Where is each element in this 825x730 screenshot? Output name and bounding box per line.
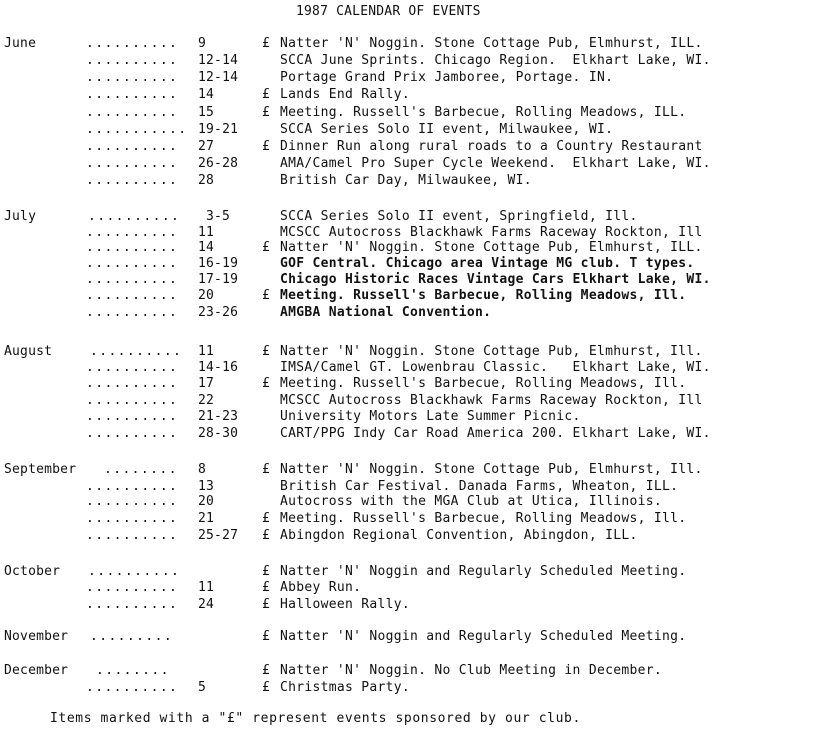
event-date: 25-27 — [198, 528, 239, 543]
event-date: 14-16 — [198, 360, 239, 375]
month-label: November — [4, 629, 69, 644]
event-description: British Car Day, Milwaukee, WI. — [280, 173, 532, 188]
event-date: 14 — [198, 87, 215, 102]
event-description: SCCA Series Solo II event, Milwaukee, WI. — [280, 122, 614, 137]
leader-dots: .......... — [86, 272, 179, 287]
event-date: 14 — [198, 240, 215, 255]
event-date: 26-28 — [198, 156, 239, 171]
event-date: 13 — [198, 479, 215, 494]
leader-dots: ........ — [104, 462, 178, 477]
page-title: 1987 CALENDAR OF EVENTS — [296, 4, 481, 19]
event-date: 16-19 — [198, 256, 239, 271]
event-description: Natter 'N' Noggin. No Club Meeting in December. — [280, 663, 662, 678]
event-date: 21 — [198, 511, 215, 526]
sponsor-mark: £ — [262, 105, 271, 120]
event-description: Meeting. Russell's Barbecue, Rolling Meadows, Ill. — [280, 288, 687, 303]
event-date: 5 — [198, 680, 207, 695]
event-description: Natter 'N' Noggin. Stone Cottage Pub, Elmhurst, ILL. — [280, 240, 703, 255]
sponsor-mark: £ — [262, 564, 271, 579]
leader-dots: .......... — [86, 305, 179, 320]
event-date: 21-23 — [198, 409, 239, 424]
event-date: 11 — [198, 225, 215, 240]
month-label: August — [4, 344, 53, 359]
leader-dots: .......... — [86, 139, 179, 154]
month-label: September — [4, 462, 77, 477]
event-date: 17-19 — [198, 272, 239, 287]
leader-dots: .......... — [86, 511, 179, 526]
sponsor-mark: £ — [262, 288, 271, 303]
leader-dots: .......... — [86, 256, 179, 271]
event-date: 12-14 — [198, 70, 239, 85]
leader-dots: ........... — [86, 122, 188, 137]
event-description: AMGBA National Convention. — [280, 305, 492, 320]
event-description: Meeting. Russell's Barbecue, Rolling Meadows, Ill. — [280, 511, 687, 526]
event-date: 8 — [198, 462, 207, 477]
sponsor-mark: £ — [262, 580, 271, 595]
leader-dots: .......... — [86, 597, 179, 612]
leader-dots: .......... — [86, 376, 179, 391]
event-description: MCSCC Autocross Blackhawk Farms Raceway Rockton, Ill — [280, 225, 703, 240]
event-description: CART/PPG Indy Car Road America 200. Elkhart Lake, WI. — [280, 426, 711, 441]
event-description: University Motors Late Summer Picnic. — [280, 409, 581, 424]
event-date: 20 — [198, 288, 215, 303]
event-description: Halloween Rally. — [280, 597, 411, 612]
leader-dots: .......... — [86, 680, 179, 695]
leader-dots: ........ — [96, 663, 170, 678]
event-date: 22 — [198, 393, 215, 408]
leader-dots: .......... — [86, 393, 179, 408]
event-description: IMSA/Camel GT. Lowenbrau Classic. Elkhart Lake, WI. — [280, 360, 711, 375]
sponsor-mark: £ — [262, 663, 271, 678]
event-description: Natter 'N' Noggin and Regularly Scheduled Meeting. — [280, 629, 687, 644]
leader-dots: .......... — [86, 87, 179, 102]
leader-dots: .......... — [86, 580, 179, 595]
event-description: SCCA Series Solo II event, Springfield, Ill. — [280, 209, 638, 224]
event-description: Natter 'N' Noggin. Stone Cottage Pub, Elmhurst, ILL. — [280, 36, 703, 51]
leader-dots: .......... — [88, 564, 181, 579]
event-description: Dinner Run along rural roads to a Country Restaurant — [280, 139, 703, 154]
event-description: Abingdon Regional Convention, Abingdon, ILL. — [280, 528, 638, 543]
event-date: 19-21 — [198, 122, 239, 137]
event-date: 24 — [198, 597, 215, 612]
sponsor-mark: £ — [262, 139, 271, 154]
sponsor-mark: £ — [262, 597, 271, 612]
event-description: British Car Festival. Danada Farms, Wheaton, ILL. — [280, 479, 679, 494]
sponsor-mark: £ — [262, 462, 271, 477]
event-description: Abbey Run. — [280, 580, 362, 595]
event-date: 27 — [198, 139, 215, 154]
sponsor-mark: £ — [262, 629, 271, 644]
leader-dots: .......... — [86, 53, 179, 68]
sponsor-mark: £ — [262, 680, 271, 695]
leader-dots: .......... — [86, 173, 179, 188]
leader-dots: .......... — [86, 479, 179, 494]
event-description: AMA/Camel Pro Super Cycle Weekend. Elkhart Lake, WI. — [280, 156, 711, 171]
leader-dots: .......... — [86, 70, 179, 85]
event-description: Natter 'N' Noggin. Stone Cottage Pub, Elmhurst, Ill. — [280, 462, 703, 477]
event-date: 9 — [198, 36, 207, 51]
leader-dots: .......... — [86, 426, 179, 441]
sponsor-mark: £ — [262, 36, 271, 51]
footnote: Items marked with a "£" represent events sponsored by our club. — [50, 711, 581, 726]
leader-dots: .......... — [86, 360, 179, 375]
event-date: 15 — [198, 105, 215, 120]
month-label: October — [4, 564, 61, 579]
event-date: 20 — [198, 494, 215, 509]
leader-dots: .......... — [86, 528, 179, 543]
event-description: Christmas Party. — [280, 680, 411, 695]
leader-dots: .......... — [88, 209, 181, 224]
leader-dots: .......... — [86, 409, 179, 424]
event-date: 28 — [198, 173, 215, 188]
sponsor-mark: £ — [262, 511, 271, 526]
leader-dots: .......... — [86, 240, 179, 255]
event-description: Portage Grand Prix Jamboree, Portage. IN. — [280, 70, 614, 85]
event-description: Meeting. Russell's Barbecue, Rolling Meadows, Ill. — [280, 376, 687, 391]
event-date: 12-14 — [198, 53, 239, 68]
leader-dots: .......... — [86, 225, 179, 240]
event-description: GOF Central. Chicago area Vintage MG club. T types. — [280, 256, 695, 271]
event-description: SCCA June Sprints. Chicago Region. Elkhart Lake, WI. — [280, 53, 711, 68]
event-description: Autocross with the MGA Club at Utica, Illinois. — [280, 494, 662, 509]
event-description: MCSCC Autocross Blackhawk Farms Raceway Rockton, Ill — [280, 393, 703, 408]
sponsor-mark: £ — [262, 528, 271, 543]
leader-dots: ......... — [90, 629, 174, 644]
leader-dots: .......... — [90, 344, 183, 359]
sponsor-mark: £ — [262, 87, 271, 102]
event-description: Lands End Rally. — [280, 87, 411, 102]
event-date: 23-26 — [198, 305, 239, 320]
leader-dots: .......... — [86, 36, 179, 51]
month-label: December — [4, 663, 69, 678]
leader-dots: .......... — [86, 105, 179, 120]
leader-dots: .......... — [86, 156, 179, 171]
event-description: Chicago Historic Races Vintage Cars Elkhart Lake, WI. — [280, 272, 711, 287]
sponsor-mark: £ — [262, 344, 271, 359]
month-label: July — [4, 209, 37, 224]
event-date: 11 — [198, 344, 215, 359]
event-description: Natter 'N' Noggin and Regularly Scheduled Meeting. — [280, 564, 687, 579]
leader-dots: .......... — [86, 288, 179, 303]
event-description: Meeting. Russell's Barbecue, Rolling Meadows, ILL. — [280, 105, 687, 120]
leader-dots: .......... — [86, 494, 179, 509]
event-date: 11 — [198, 580, 215, 595]
sponsor-mark: £ — [262, 376, 271, 391]
event-description: Natter 'N' Noggin. Stone Cottage Pub, Elmhurst, Ill. — [280, 344, 703, 359]
event-date: 3-5 — [206, 209, 231, 224]
event-date: 28-30 — [198, 426, 239, 441]
month-label: June — [4, 36, 37, 51]
event-date: 17 — [198, 376, 215, 391]
sponsor-mark: £ — [262, 240, 271, 255]
